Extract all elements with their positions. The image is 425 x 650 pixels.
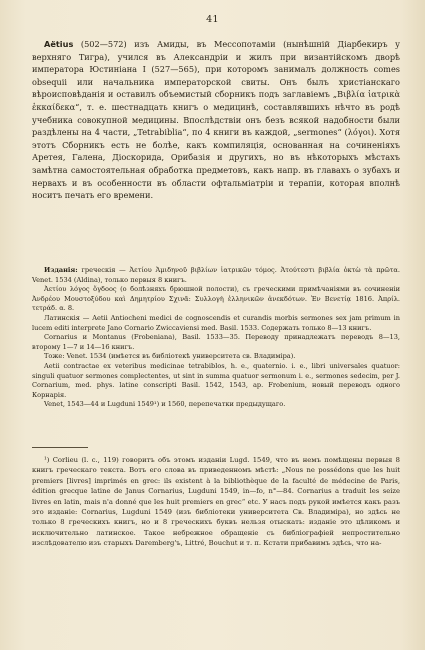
editions-heading: Изданія: (44, 266, 78, 274)
editions-text: греческія — Ἀετίου Ἀμιδηνοῦ βιβλίων ἰατρικῶν τόμος. Ἀτούτεστι βιβλία ὀκτὼ τὰ πρῶτα. Venet. 1534 (Aldina), только первыя 8 книгъ. (32, 266, 400, 284)
page-number: 41 (206, 14, 219, 25)
footnote-block (32, 455, 400, 549)
main-paragraph-text: (502—572) изъ Амиды, въ Мессопотаміи (нынѣшній Діарбекиръ у верхняго Тигра), учился въ Александріи и жилъ при византійскомъ дворѣ императора Юстиніана I (527—565), при которомъ занималъ должность comes obsequii или начальника императорской свиты. Онъ былъ христіанскаго вѣроисповѣданія и оставилъ объемистый сборникъ подъ заглавіемъ „Βιβλία ἰατρικὰ ἑκκαίδεκα“, т. е. шестнадцать книгъ о медицинѣ, составлявшихъ нѣчто въ родѣ учебника совокупной медицины. Впослѣдствіи онъ безъ всякой надобности были раздѣлены на 4 части, „Tetrabiblia“, по 4 книги въ каждой, „sermones“ (λόγοι). Хотя этотъ Сборникъ есть не болѣе, какъ компиляція, основанная на сочиненіяхъ Аретея, Галена, Діоскорида, Орибазія и другихъ, но въ нѣкоторыхъ мѣстахъ замѣтна самостоятельная обработка предметовъ, какъ напр. въ главахъ о зубахъ и нервахъ и въ особенности въ области офтальміатріи и терапіи, которая вполнѣ носитъ печать его времени. (32, 39, 400, 201)
editions-text: Латинскія — Aetii Antiocheni medici de cognoscendis et curandis morbis sermones sex jam primum in lucem editi interprete Jano Cornario Zwiccaviensi med. Basil. 1533. Содержать только 8—13 книгъ. (32, 313, 400, 332)
main-paragraph (32, 38, 400, 202)
editions-paragraph (32, 314, 400, 333)
editions-paragraph (32, 362, 400, 400)
editions-text: Cornarius и Montanus (Frobeniana), Basil. 1533—35. Переводу принадлежатъ переводъ 8—13, второму 1—7 и 14—16 книгъ. (32, 333, 400, 351)
editions-paragraph (32, 266, 400, 285)
main-text-block (32, 38, 400, 202)
editions-paragraph (32, 400, 400, 410)
editions-text: Aetii contractae ex veteribus medicinae tetrabiblos, h. e., quaternio. i. e., libri universales quatuor: singuli quatuor sermones complectentes, ut sint in summa quatuor sermonum i. e., sermones sedecim, per J. Cornarium, med. phys. latine conscripti Basil. 1542, 1543, ap. Frobenium, новый переводъ одного Корнарія. (32, 361, 400, 399)
editions-paragraph (32, 285, 400, 314)
footnote-divider (32, 447, 88, 448)
editions-text: Venet, 1543—44 и Lugduni 1549¹) и 1560, перепечатки предыдущаго. (44, 400, 286, 409)
entry-heading: Aëtius (44, 39, 74, 49)
editions-paragraph (32, 333, 400, 352)
footnote-text: ¹) Corlieu (l. c., 119) говоритъ объ этомъ изданіи Lugd. 1549, что въ немъ помѣщены первыя 8 книгъ греческаго текста. Вотъ его слова въ приведенномъ мѣстѣ: „Nous ne possédons que les huit premiers [livres] imprimés en grec: ils existent à la bibliothèque de la faculté de médecine de Paris, édition grecque latine de Janus Cornarius, Lugduni 1549, in—fo, n°—84. Cornarius a traduit les seize livres en latin, mais n'a donné que les huit premiers en grec“ etc. У насъ подъ рукой имѣется какъ разъ это изданіе: Cornarius, Lugduni 1549 (изъ библіотеки университета Св. Владиміра), но здѣсь не только 8 греческихъ книгъ, но и 8 греческихъ буквъ нельзя отыскать: изданіе это цѣликомъ и исключительно латинское. Такое небрежное обращеніе съ библіографіей непростительно изслѣдователю изъ старыхъ Daremberg'ъ, Littré, Bouchut и т. п. Кстати прибавимъ здѣсь, что на- (32, 456, 400, 548)
editions-text: Ἀετίου λόγος ὄγδοος (о болѣзняхъ брюшной полости), съ греческими примѣчаніями въ сочиненіи Ἀνδρέου Μουστοξύδου καὶ Δημητρίου Σχινᾶ: Συλλογὴ ἑλληνικῶν ἀνεκδότων. Ἐν Βενετίᾳ 1816. Ἀπρίλ. τετράδ. α. 8. (32, 285, 400, 313)
editions-paragraph (32, 352, 400, 362)
editions-block (32, 266, 400, 410)
editions-text: Тоже: Venet. 1534 (имѣется въ библіотекѣ университета св. Владиміра). (44, 352, 296, 361)
